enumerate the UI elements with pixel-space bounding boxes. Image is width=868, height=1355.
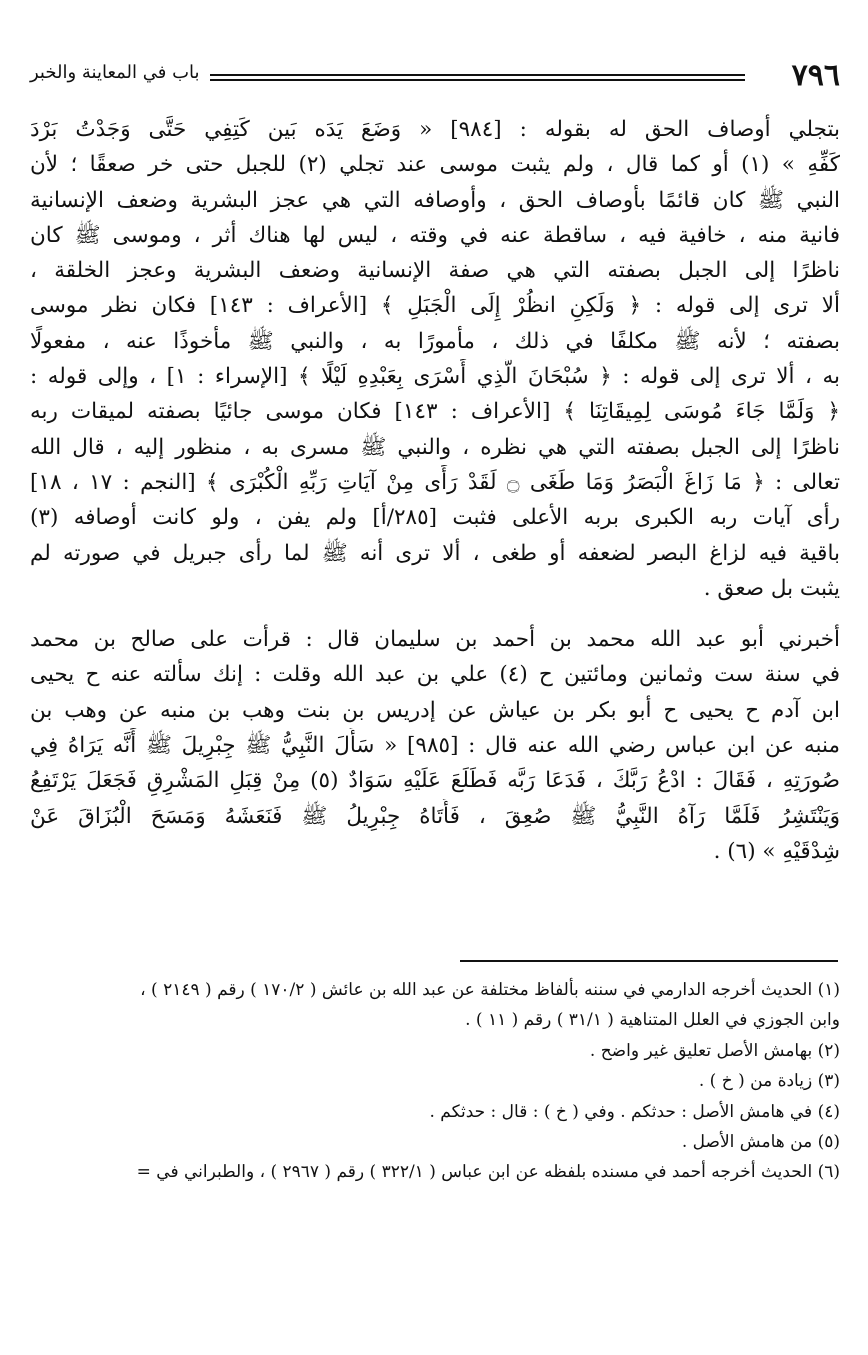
running-title: باب في المعاينة والخبر — [30, 62, 200, 83]
text-line: النبي ﷺ كان قائمًا بأوصاف الحق ، وأوصافه التي هي عجز البشرية وضعف الإنسانية — [30, 187, 840, 213]
footnote-line: (٢) بهامش الأصل تعليق غير واضح . — [589, 1040, 840, 1061]
paragraph-gap — [30, 606, 840, 622]
text-line: صُورَتِهِ ، فَقَالَ : ادْعُ رَبَّكَ ، فَدَعَا رَبَّه فَطَلَعَ عَلَيْهِ سَوَادٌ (٥) مِنْ قِبَلِ المَشْرِقِ فَجَعَلَ يَرْتَفِعُ — [30, 768, 840, 794]
text-line: ﴿ وَلَمَّا جَاءَ مُوسَى لِمِيقَاتِنَا ﴾ [الأعراف : ١٤٣] فكان موسى جائيًا بصفته لميقات ربه — [30, 399, 840, 425]
header-rule — [210, 74, 745, 76]
text-line: به ، ألا ترى إلى قوله : ﴿ سُبْحَانَ الَّذِي أَسْرَى بِعَبْدِهِ لَيْلًا ﴾ [الإسراء : ١] ، وإلى قوله : — [30, 364, 840, 390]
main-text — [30, 112, 840, 869]
text-line: ناظرًا إلى الجبل بصفته التي هي نظره ، والنبي ﷺ مسرى به ، منظور إليه ، قال الله — [30, 434, 840, 460]
footnote-line: (٥) من هامش الأصل . — [681, 1132, 840, 1153]
footnote-separator — [460, 960, 838, 962]
text-line: باقية فيه لزاغ البصر لضعفه أو طغى ، ألا ترى أنه ﷺ لما رأى جبريل في صورته لم — [30, 540, 840, 566]
footnote-line: (٦) الحديث أخرجه أحمد في مسنده بلفظه عن ابن عباس ( ٣٢٢/١ ) رقم ( ٢٩٦٧ ) ، والطبراني في = — [136, 1162, 840, 1183]
text-line: وَيَنْتَشِرُ فَلَمَّا رَآهُ النَّبِيُّ ﷺ صُعِقَ ، فَأَتَاهُ جِبْرِيلُ ﷺ فَنَعَشَهُ وَمَسَحَ الْبُزَاقَ عَنْ — [30, 803, 840, 829]
page-number: ٧٩٦ — [791, 58, 840, 93]
text-line: فانية منه ، خافية فيه ، ساقطة عنه في وقته ، ليس لها هناك أثر ، وموسى ﷺ كان — [30, 222, 840, 248]
footnote-line: (٣) زيادة من ( خ ) . — [698, 1071, 840, 1092]
text-line: ألا ترى إلى قوله : ﴿ وَلَكِنِ انظُرْ إِلَى الْجَبَلِ ﴾ [الأعراف : ١٤٣] فكان نظر موسى — [30, 293, 840, 319]
text-line: تعالى : ﴿ مَا زَاغَ الْبَصَرُ وَمَا طَغَى ۝ لَقَدْ رَأَى مِنْ آيَاتِ رَبِّهِ الْكُبْرَى ﴾ [النجم : ١٧ ، ١٨] — [30, 469, 840, 495]
text-line: يثبت بل صعق . — [703, 575, 840, 601]
paragraph-2 — [30, 622, 840, 869]
paragraph-1 — [30, 112, 840, 606]
text-line: في سنة ست وثمانين ومائتين ح (٤) علي بن عبد الله وقلت : إنك سألته عنه ح يحيى — [30, 662, 840, 688]
text-line: ابن آدم ح يحيى ح أبو بكر بن عياش عن إدريس بن بنت وهب بن منبه عن وهب بن — [30, 697, 840, 723]
footnote-line: (٤) في هامش الأصل : حدثكم . وفي ( خ ) : قال : حدثكم . — [429, 1101, 840, 1122]
footnotes — [20, 975, 840, 1188]
text-line: كَفِّهِ » (١) أو كما قال ، ولم يثبت موسى عند تجلي (٢) للجبل حتى خر صعقًا ؛ لأن — [30, 152, 840, 178]
text-line: بتجلي أوصاف الحق له بقوله : [٩٨٤] « وَضَعَ يَدَه بَين كَتِفِي حَتَّى وَجَدْتُ بَرْدَ — [30, 117, 840, 142]
footnote-line: وابن الجوزي في العلل المتناهية ( ٣١/١ ) رقم ( ١١ ) . — [465, 1010, 840, 1031]
text-line: ناظرًا إلى الجبل بصفته التي هي صفة الإنسانية وضعف البشرية وعجز الخلقة ، — [30, 258, 840, 284]
footnote-line: (١) الحديث أخرجه الدارمي في سننه بألفاظ مختلفة عن عبد الله بن عائش ( ١٧٠/٢ ) رقم ( ٢١٤٩ ) ، — [140, 980, 840, 1000]
header-rule-double — [210, 79, 745, 81]
text-line: أخبرني أبو عبد الله محمد بن أحمد بن سليمان قال : قرأت على صالح بن محمد — [30, 627, 840, 653]
text-line: رأى آيات ربه الكبرى بربه الأعلى فثبت [٢٨٥/أ] ولم يفن ، ولو كانت أوصافه (٣) — [30, 505, 840, 531]
text-line: بصفته ؛ لأنه ﷺ مكلفًا في ذلك ، مأمورًا به ، والنبي ﷺ مأخوذًا عنه ، مفعولًا — [30, 328, 840, 354]
page-header — [30, 58, 840, 96]
text-line: شِدْقَيْهِ » (٦) . — [713, 838, 840, 864]
text-line: منبه عن ابن عباس رضي الله عنه قال : [٩٨٥] « سَأَلَ النَّبِيُّ ﷺ جِبْرِيلَ ﷺ أَنَّه يَرَاهُ فِي — [30, 733, 840, 759]
